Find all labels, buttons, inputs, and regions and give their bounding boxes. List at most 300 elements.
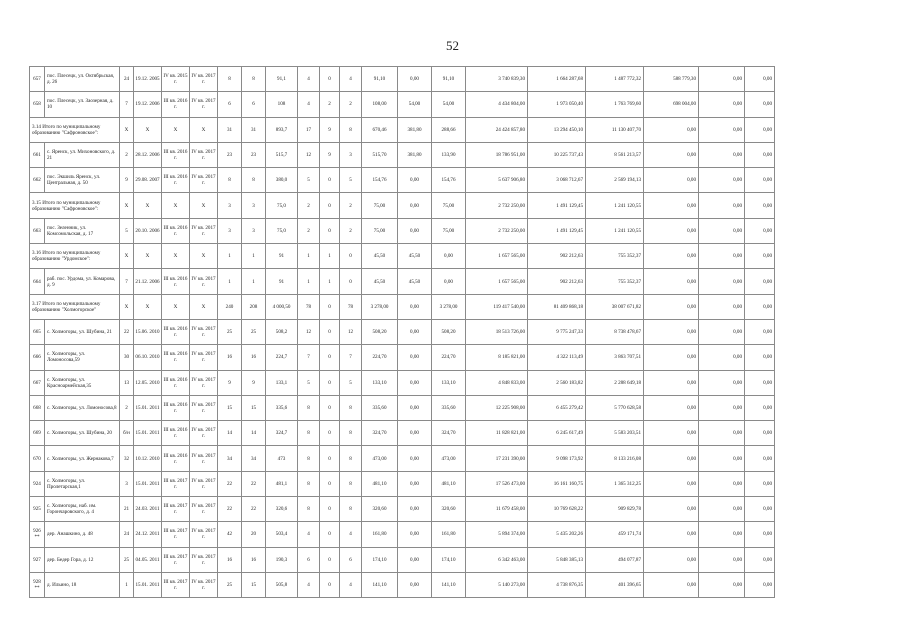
cell-c2: 15.01. 2011	[134, 421, 162, 446]
cell-c6: 22	[242, 497, 266, 522]
cell-c12: 0,00	[398, 395, 432, 420]
cell-c18: 0,00	[699, 244, 745, 269]
row-number: 925	[30, 497, 45, 522]
cell-c13: 335,60	[432, 395, 466, 420]
cell-c11: 91,10	[362, 67, 398, 92]
cell-c14: 5 894 374,00	[466, 522, 528, 547]
cell-c18: 0,00	[699, 92, 745, 117]
cell-c3: III кв. 2016 г.	[162, 345, 190, 370]
cell-c5: 42	[218, 522, 242, 547]
cell-c14: 8 185 821,00	[466, 345, 528, 370]
cell-c16: 1 365 312,25	[586, 471, 644, 496]
cell-c5: 14	[218, 421, 242, 446]
cell-c18: 0,00	[699, 572, 745, 597]
cell-c15: 6 455 279,42	[528, 395, 586, 420]
cell-c12: 0,00	[398, 547, 432, 572]
cell-c3: III кв. 2016 г.	[162, 269, 190, 294]
cell-c5: 23	[218, 142, 242, 167]
cell-c3: III кв. 2016 г.	[162, 142, 190, 167]
housing-table-sheet	[29, 66, 775, 598]
cell-c14: 1 657 565,00	[466, 269, 528, 294]
cell-c8: 12	[298, 142, 320, 167]
cell-c5: 8	[218, 168, 242, 193]
cell-c12: 45,50	[398, 244, 432, 269]
subtotal-label: 3.16 Итого по муниципальному образованию "Урдомское":	[30, 244, 120, 269]
cell-c12: 45,50	[398, 269, 432, 294]
cell-c8: 5	[298, 370, 320, 395]
cell-c4: IV кв. 2017 г.	[190, 67, 218, 92]
cell-c10: 8	[340, 117, 362, 142]
cell-c6: 8	[242, 168, 266, 193]
cell-c1: 22	[120, 319, 134, 344]
cell-c19: 0,00	[745, 92, 775, 117]
cell-c8: 1	[298, 244, 320, 269]
table-row	[30, 269, 775, 294]
cell-c8: 2	[298, 218, 320, 243]
cell-c1: 21	[120, 497, 134, 522]
subtotal-label: 3.14 Итого по муниципальному образованию "Сафроновское":	[30, 117, 120, 142]
row-number: 924	[30, 471, 45, 496]
cell-c2: 15.01. 2011	[134, 471, 162, 496]
cell-c6: 31	[242, 117, 266, 142]
cell-c5: 1	[218, 269, 242, 294]
table-row	[30, 142, 775, 167]
cell-c13: 288,66	[432, 117, 466, 142]
cell-c11: 154,76	[362, 168, 398, 193]
cell-c15: 9 098 173,92	[528, 446, 586, 471]
address-cell: с. Яренск, ул. Михоновского, д. 21	[45, 142, 120, 167]
cell-c16: 11 130 407,70	[586, 117, 644, 142]
address-cell: пос. Зеленник, ул. Комсомольская, д. 17	[45, 218, 120, 243]
cell-c12: 0,00	[398, 471, 432, 496]
cell-c14: 1 657 565,00	[466, 244, 528, 269]
cell-c4: IV кв. 2017 г.	[190, 497, 218, 522]
cell-c1: X	[120, 193, 134, 218]
cell-c11: 473,00	[362, 446, 398, 471]
cell-c2: 04.05. 2011	[134, 547, 162, 572]
cell-c16: 755 352,37	[586, 269, 644, 294]
cell-c17: 0,00	[644, 319, 699, 344]
cell-c11: 3 278,00	[362, 294, 398, 319]
cell-c7: 4 000,50	[266, 294, 298, 319]
row-number: 670	[30, 446, 45, 471]
table-row	[30, 446, 775, 471]
cell-c4: IV кв. 2017 г.	[190, 218, 218, 243]
cell-c11: 335,60	[362, 395, 398, 420]
cell-c19: 0,00	[745, 572, 775, 597]
cell-c11: 481,10	[362, 471, 398, 496]
cell-c8: 2	[298, 193, 320, 218]
cell-c16: 1 487 772,32	[586, 67, 644, 92]
cell-c1: 9	[120, 168, 134, 193]
table-row	[30, 395, 775, 420]
cell-c15: 1 491 129,45	[528, 193, 586, 218]
cell-c9: 2	[320, 92, 340, 117]
cell-c9: 0	[320, 319, 340, 344]
cell-c19: 0,00	[745, 168, 775, 193]
cell-c7: 75,0	[266, 218, 298, 243]
cell-c19: 0,00	[745, 446, 775, 471]
cell-c6: 3	[242, 218, 266, 243]
cell-c5: 34	[218, 446, 242, 471]
cell-c17: 0,00	[644, 446, 699, 471]
cell-c1: б/н	[120, 421, 134, 446]
row-number: 657	[30, 67, 45, 92]
cell-c11: 670,46	[362, 117, 398, 142]
cell-c10: 8	[340, 471, 362, 496]
cell-c11: 515,70	[362, 142, 398, 167]
cell-c11: 133,10	[362, 370, 398, 395]
cell-c4: IV кв. 2017 г.	[190, 395, 218, 420]
table-row	[30, 497, 775, 522]
cell-c7: 335,6	[266, 395, 298, 420]
cell-c2: 24.03. 2011	[134, 497, 162, 522]
row-number: 665	[30, 319, 45, 344]
cell-c7: 473	[266, 446, 298, 471]
address-cell: с. Холмогоры, наб. им. Горончаровского, д. 4	[45, 497, 120, 522]
cell-c1: 2	[120, 142, 134, 167]
address-cell: с. Холмогоры, ул. Ломоносова,59	[45, 345, 120, 370]
cell-c18: 0,00	[699, 522, 745, 547]
cell-c15: 3 068 712,67	[528, 168, 586, 193]
cell-c12: 0,00	[398, 572, 432, 597]
cell-c16: 1 241 120,55	[586, 193, 644, 218]
row-number: 664	[30, 269, 45, 294]
cell-c13: 0,00	[432, 244, 466, 269]
cell-c13: 75,00	[432, 218, 466, 243]
cell-c5: 6	[218, 92, 242, 117]
cell-c10: 0	[340, 269, 362, 294]
cell-c14: 24 424 857,80	[466, 117, 528, 142]
cell-c12: 0,00	[398, 370, 432, 395]
cell-c3: III кв. 2016 г.	[162, 168, 190, 193]
cell-c6: 20	[242, 522, 266, 547]
cell-c9: 1	[320, 244, 340, 269]
cell-c2: 21.12. 2006	[134, 269, 162, 294]
cell-c16: 755 352,37	[586, 244, 644, 269]
row-number: 661	[30, 142, 45, 167]
cell-c13: 508,20	[432, 319, 466, 344]
cell-c15: 902 212,63	[528, 244, 586, 269]
cell-c10: 12	[340, 319, 362, 344]
cell-c14: 2 732 250,00	[466, 218, 528, 243]
cell-c11: 75,00	[362, 193, 398, 218]
cell-c10: 8	[340, 497, 362, 522]
cell-c2: 24.12. 2011	[134, 522, 162, 547]
cell-c8: 4	[298, 522, 320, 547]
cell-c5: 8	[218, 67, 242, 92]
table-row	[30, 522, 775, 547]
cell-c1: 3	[120, 471, 134, 496]
row-number: 928 **	[30, 572, 45, 597]
cell-c16: 1 241 120,55	[586, 218, 644, 243]
cell-c19: 0,00	[745, 142, 775, 167]
cell-c8: 5	[298, 168, 320, 193]
cell-c8: 12	[298, 319, 320, 344]
cell-c16: 909 829,78	[586, 497, 644, 522]
cell-c3: III кв. 2016 г.	[162, 370, 190, 395]
cell-c17: 0,00	[644, 497, 699, 522]
cell-c1: X	[120, 244, 134, 269]
address-cell: с. Холмогоры, ул. Жернакова,7	[45, 446, 120, 471]
cell-c16: 2 288 649,18	[586, 370, 644, 395]
cell-c7: 481,1	[266, 471, 298, 496]
cell-c19: 0,00	[745, 497, 775, 522]
cell-c19: 0,00	[745, 117, 775, 142]
cell-c12: 0,00	[398, 446, 432, 471]
cell-c3: III кв. 2017 г.	[162, 471, 190, 496]
cell-c16: 3 863 707,51	[586, 345, 644, 370]
cell-c13: 141,10	[432, 572, 466, 597]
cell-c4: IV кв. 2017 г.	[190, 345, 218, 370]
cell-c13: 133,10	[432, 370, 466, 395]
cell-c9: 0	[320, 522, 340, 547]
cell-c19: 0,00	[745, 294, 775, 319]
cell-c15: 902 212,63	[528, 269, 586, 294]
cell-c13: 161,80	[432, 522, 466, 547]
cell-c15: 5 435 202,26	[528, 522, 586, 547]
cell-c12: 0,00	[398, 421, 432, 446]
cell-c18: 0,00	[699, 345, 745, 370]
address-cell: дер. Анашкино, д. 48	[45, 522, 120, 547]
cell-c6: 8	[242, 67, 266, 92]
cell-c7: 91	[266, 244, 298, 269]
cell-c6: 25	[242, 319, 266, 344]
cell-c18: 0,00	[699, 193, 745, 218]
cell-c8: 78	[298, 294, 320, 319]
cell-c6: 23	[242, 142, 266, 167]
cell-c3: III кв. 2016 г.	[162, 218, 190, 243]
cell-c15: 4 322 113,49	[528, 345, 586, 370]
cell-c11: 45,50	[362, 244, 398, 269]
cell-c14: 5 140 273,00	[466, 572, 528, 597]
cell-c1: 7	[120, 92, 134, 117]
cell-c9: 0	[320, 547, 340, 572]
cell-c4: IV кв. 2017 г.	[190, 142, 218, 167]
cell-c8: 8	[298, 395, 320, 420]
cell-c1: 5	[120, 218, 134, 243]
cell-c7: 515,7	[266, 142, 298, 167]
cell-c19: 0,00	[745, 522, 775, 547]
cell-c3: IV кв. 2015 г.	[162, 67, 190, 92]
cell-c11: 141,10	[362, 572, 398, 597]
cell-c19: 0,00	[745, 193, 775, 218]
cell-c5: 16	[218, 547, 242, 572]
cell-c13: 154,76	[432, 168, 466, 193]
address-cell: с. Холмогоры, ул. Шубина, 20	[45, 421, 120, 446]
cell-c9: 0	[320, 446, 340, 471]
cell-c3: III кв. 2016 г.	[162, 421, 190, 446]
cell-c11: 75,00	[362, 218, 398, 243]
cell-c14: 11 828 821,00	[466, 421, 528, 446]
cell-c15: 1 973 050,40	[528, 92, 586, 117]
cell-c14: 4 434 804,00	[466, 92, 528, 117]
cell-c2: 19.12. 2005	[134, 67, 162, 92]
cell-c12: 0,00	[398, 218, 432, 243]
cell-c14: 17 526 473,00	[466, 471, 528, 496]
cell-c17: 0,00	[644, 370, 699, 395]
cell-c6: 16	[242, 345, 266, 370]
cell-c12: 0,00	[398, 345, 432, 370]
cell-c6: 15	[242, 395, 266, 420]
cell-c12: 0,00	[398, 193, 432, 218]
cell-c12: 0,00	[398, 522, 432, 547]
address-cell: раб. пос. Урдома, ул. Комарова, д. 9	[45, 269, 120, 294]
cell-c12: 381,80	[398, 117, 432, 142]
cell-c13: 75,00	[432, 193, 466, 218]
cell-c16: 2 569 194,13	[586, 168, 644, 193]
cell-c9: 0	[320, 497, 340, 522]
cell-c1: 13	[120, 370, 134, 395]
cell-c9: 0	[320, 395, 340, 420]
cell-c5: 3	[218, 218, 242, 243]
cell-c2: X	[134, 294, 162, 319]
cell-c17: 0,00	[644, 345, 699, 370]
cell-c6: 34	[242, 446, 266, 471]
table-row	[30, 168, 775, 193]
subtotal-row	[30, 117, 775, 142]
cell-c17: 0,00	[644, 522, 699, 547]
cell-c6: 1	[242, 269, 266, 294]
cell-c4: IV кв. 2017 г.	[190, 370, 218, 395]
cell-c10: 78	[340, 294, 362, 319]
cell-c10: 3	[340, 142, 362, 167]
subtotal-row	[30, 294, 775, 319]
cell-c7: 320,6	[266, 497, 298, 522]
cell-c6: 3	[242, 193, 266, 218]
address-cell: дер. Бедер Гора, д. 12	[45, 547, 120, 572]
cell-c2: 06.10. 2010	[134, 345, 162, 370]
cell-c2: 20.10. 2006	[134, 218, 162, 243]
cell-c17: 0,00	[644, 421, 699, 446]
cell-c9: 0	[320, 471, 340, 496]
cell-c19: 0,00	[745, 471, 775, 496]
cell-c9: 0	[320, 572, 340, 597]
cell-c3: X	[162, 117, 190, 142]
cell-c16: 459 171,74	[586, 522, 644, 547]
address-cell: с. Холмогоры, ул. Пролетарская,1	[45, 471, 120, 496]
cell-c2: 19.12. 2006	[134, 92, 162, 117]
cell-c6: 16	[242, 547, 266, 572]
cell-c8: 8	[298, 471, 320, 496]
cell-c17: 0,00	[644, 269, 699, 294]
cell-c13: 174,10	[432, 547, 466, 572]
cell-c9: 0	[320, 345, 340, 370]
subtotal-label: 3.15 Итого по муниципальному образованию "Сафроновское":	[30, 193, 120, 218]
table-row	[30, 319, 775, 344]
cell-c1: 2	[120, 395, 134, 420]
cell-c4: X	[190, 117, 218, 142]
cell-c7: 505,8	[266, 572, 298, 597]
cell-c7: 508,2	[266, 319, 298, 344]
cell-c17: 0,00	[644, 218, 699, 243]
cell-c8: 4	[298, 67, 320, 92]
cell-c9: 9	[320, 117, 340, 142]
cell-c19: 0,00	[745, 269, 775, 294]
cell-c13: 133,90	[432, 142, 466, 167]
cell-c7: 190,3	[266, 547, 298, 572]
cell-c18: 0,00	[699, 319, 745, 344]
cell-c4: IV кв. 2017 г.	[190, 92, 218, 117]
cell-c11: 324,70	[362, 421, 398, 446]
cell-c18: 0,00	[699, 168, 745, 193]
cell-c5: 9	[218, 370, 242, 395]
cell-c9: 0	[320, 370, 340, 395]
cell-c6: 15	[242, 572, 266, 597]
cell-c15: 1 491 129,45	[528, 218, 586, 243]
cell-c4: IV кв. 2017 г.	[190, 168, 218, 193]
cell-c8: 4	[298, 572, 320, 597]
cell-c14: 3 740 839,30	[466, 67, 528, 92]
cell-c12: 0,00	[398, 497, 432, 522]
cell-c15: 9 775 247,33	[528, 319, 586, 344]
cell-c5: 25	[218, 572, 242, 597]
cell-c13: 324,70	[432, 421, 466, 446]
row-number: 668	[30, 395, 45, 420]
table-row	[30, 572, 775, 597]
cell-c4: X	[190, 244, 218, 269]
cell-c18: 0,00	[699, 370, 745, 395]
table-row	[30, 345, 775, 370]
cell-c10: 6	[340, 547, 362, 572]
row-number: 663	[30, 218, 45, 243]
cell-c2: 28.12. 2006	[134, 142, 162, 167]
cell-c4: IV кв. 2017 г.	[190, 319, 218, 344]
cell-c10: 2	[340, 218, 362, 243]
cell-c4: IV кв. 2017 г.	[190, 421, 218, 446]
cell-c19: 0,00	[745, 345, 775, 370]
cell-c13: 473,00	[432, 446, 466, 471]
cell-c12: 0,00	[398, 168, 432, 193]
row-number: 658	[30, 92, 45, 117]
cell-c15: 10 225 737,43	[528, 142, 586, 167]
cell-c13: 54,00	[432, 92, 466, 117]
cell-c16: 401 396,65	[586, 572, 644, 597]
cell-c8: 8	[298, 446, 320, 471]
cell-c2: 15.01. 2011	[134, 572, 162, 597]
row-number: 669	[30, 421, 45, 446]
cell-c10: 2	[340, 92, 362, 117]
cell-c11: 108,00	[362, 92, 398, 117]
address-cell: д. Ильино, 18	[45, 572, 120, 597]
cell-c2: 29.08. 2007	[134, 168, 162, 193]
cell-c17: 0,00	[644, 193, 699, 218]
cell-c19: 0,00	[745, 421, 775, 446]
subtotal-row	[30, 244, 775, 269]
cell-c3: III кв. 2017 г.	[162, 547, 190, 572]
table-row	[30, 218, 775, 243]
cell-c17: 0,00	[644, 547, 699, 572]
cell-c2: 15.01. 2011	[134, 395, 162, 420]
cell-c14: 4 848 833,00	[466, 370, 528, 395]
cell-c17: 698 004,00	[644, 92, 699, 117]
cell-c16: 38 007 671,82	[586, 294, 644, 319]
cell-c13: 0,00	[432, 269, 466, 294]
cell-c1: 1	[120, 572, 134, 597]
cell-c15: 16 161 160,75	[528, 471, 586, 496]
cell-c15: 10 769 628,22	[528, 497, 586, 522]
address-cell: с. Холмогоры, ул. Ломоносова,8	[45, 395, 120, 420]
cell-c4: X	[190, 294, 218, 319]
cell-c5: 1	[218, 244, 242, 269]
table-row	[30, 547, 775, 572]
cell-c4: IV кв. 2017 г.	[190, 547, 218, 572]
address-cell: пос. Плесецк, ул. Октябрьская, д. 26	[45, 67, 120, 92]
cell-c1: 7	[120, 269, 134, 294]
cell-c2: 12.05. 2010	[134, 370, 162, 395]
cell-c15: 6 245 617,49	[528, 421, 586, 446]
cell-c14: 6 342 463,00	[466, 547, 528, 572]
